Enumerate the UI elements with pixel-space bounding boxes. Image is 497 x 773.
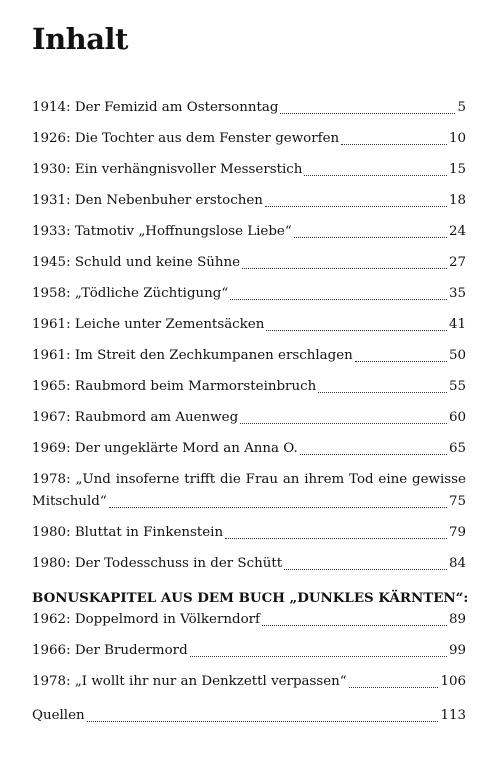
toc-entry-page: 18	[448, 193, 466, 208]
toc-entry-sources[interactable]	[32, 705, 466, 727]
toc-entry[interactable]	[32, 221, 466, 243]
page-title: Inhalt	[32, 22, 128, 56]
dot-leader	[262, 609, 447, 631]
toc-entry-title: 1926: Die Tochter aus dem Fenster geworfen	[32, 131, 340, 146]
toc-entry[interactable]	[32, 438, 466, 460]
toc-entry-page: 35	[448, 286, 466, 301]
toc-entry-page: 60	[448, 410, 466, 425]
toc-entry-page: 24	[448, 224, 466, 239]
toc-entry-page: 89	[448, 612, 466, 627]
toc-entry[interactable]	[32, 407, 466, 429]
toc-entry[interactable]	[32, 190, 466, 212]
toc-entry[interactable]	[32, 345, 466, 367]
toc-entry-title: 1978: „I wollt ihr nur an Denkzettl verpassen“	[32, 674, 347, 689]
dot-leader	[266, 314, 447, 336]
toc-entry[interactable]	[32, 128, 466, 150]
dot-leader	[341, 128, 447, 150]
dot-leader	[280, 97, 455, 119]
dot-leader	[230, 283, 447, 305]
toc-entry-title: 1966: Der Brudermord	[32, 643, 188, 658]
toc-entry[interactable]	[32, 159, 466, 181]
toc-entry-page: 10	[448, 131, 466, 146]
table-of-contents	[32, 97, 469, 727]
toc-entry-page: 15	[448, 162, 466, 177]
toc-entry-title: Quellen	[32, 708, 85, 723]
dot-leader	[300, 438, 447, 460]
dot-leader	[355, 345, 447, 367]
toc-entry[interactable]	[32, 609, 466, 631]
toc-entry-page: 65	[448, 441, 466, 456]
toc-entry-page: 50	[448, 348, 466, 363]
toc-entry-page: 113	[440, 708, 466, 723]
toc-entry-page: 41	[448, 317, 466, 332]
toc-entry-title: 1961: Leiche unter Zementsäcken	[32, 317, 265, 332]
dot-leader	[240, 407, 447, 429]
toc-entry-page: 5	[457, 100, 466, 115]
dot-leader	[318, 376, 447, 398]
toc-entry[interactable]	[32, 522, 466, 544]
toc-entry[interactable]	[32, 97, 466, 119]
toc-entry-page: 99	[448, 643, 466, 658]
toc-entry-page: 106	[440, 674, 466, 689]
toc-entry-title: 1969: Der ungeklärte Mord an Anna O.	[32, 441, 298, 456]
toc-entry-title: 1961: Im Streit den Zechkumpanen erschlagen	[32, 348, 353, 363]
dot-leader	[109, 491, 447, 513]
toc-entry[interactable]	[32, 252, 466, 274]
toc-entry[interactable]	[32, 553, 466, 575]
dot-leader	[242, 252, 447, 274]
toc-entry[interactable]	[32, 376, 466, 398]
dot-leader	[190, 640, 447, 662]
toc-entry-page: 79	[448, 525, 466, 540]
toc-entry[interactable]	[32, 314, 466, 336]
toc-entry-title: 1962: Doppelmord in Völkerndorf	[32, 612, 260, 627]
toc-entry-title: 1931: Den Nebenbuher erstochen	[32, 193, 263, 208]
dot-leader	[284, 553, 447, 575]
toc-entry-page: 75	[448, 494, 466, 509]
dot-leader	[87, 705, 439, 727]
toc-entry-title-line1: 1978: „Und insoferne trifft die Frau an ihrem Tod eine gewisse	[32, 472, 466, 487]
dot-leader	[294, 221, 447, 243]
toc-entry-title: 1914: Der Femizid am Ostersonntag	[32, 100, 279, 115]
dot-leader	[349, 671, 439, 693]
toc-entry-page: 27	[448, 255, 466, 270]
toc-entry-title: 1980: Bluttat in Finkenstein	[32, 525, 224, 540]
toc-entry-title: 1958: „Tödliche Züchtigung“	[32, 286, 229, 301]
toc-entry[interactable]	[32, 640, 466, 662]
toc-entry-title: 1965: Raubmord beim Marmorsteinbruch	[32, 379, 317, 394]
toc-entry-title: 1980: Der Todesschuss in der Schütt	[32, 556, 283, 571]
dot-leader	[265, 190, 447, 212]
toc-entry[interactable]	[32, 671, 466, 693]
toc-entry-title: 1933: Tatmotiv „Hoffnungslose Liebe“	[32, 224, 292, 239]
toc-entry[interactable]	[32, 283, 466, 305]
dot-leader	[225, 522, 447, 544]
bonus-section-heading: BONUSKAPITEL AUS DEM BUCH „DUNKLES KÄRNTEN“:	[32, 590, 469, 606]
toc-entry-title: 1967: Raubmord am Auenweg	[32, 410, 239, 425]
toc-entry-title: 1945: Schuld und keine Sühne	[32, 255, 241, 270]
toc-entry-page: 55	[448, 379, 466, 394]
toc-entry-page: 84	[448, 556, 466, 571]
toc-entry-title-line2: Mitschuld“	[32, 494, 107, 509]
toc-entry-multiline[interactable]	[32, 469, 466, 513]
toc-entry-title: 1930: Ein verhängnisvoller Messerstich	[32, 162, 303, 177]
dot-leader	[304, 159, 447, 181]
